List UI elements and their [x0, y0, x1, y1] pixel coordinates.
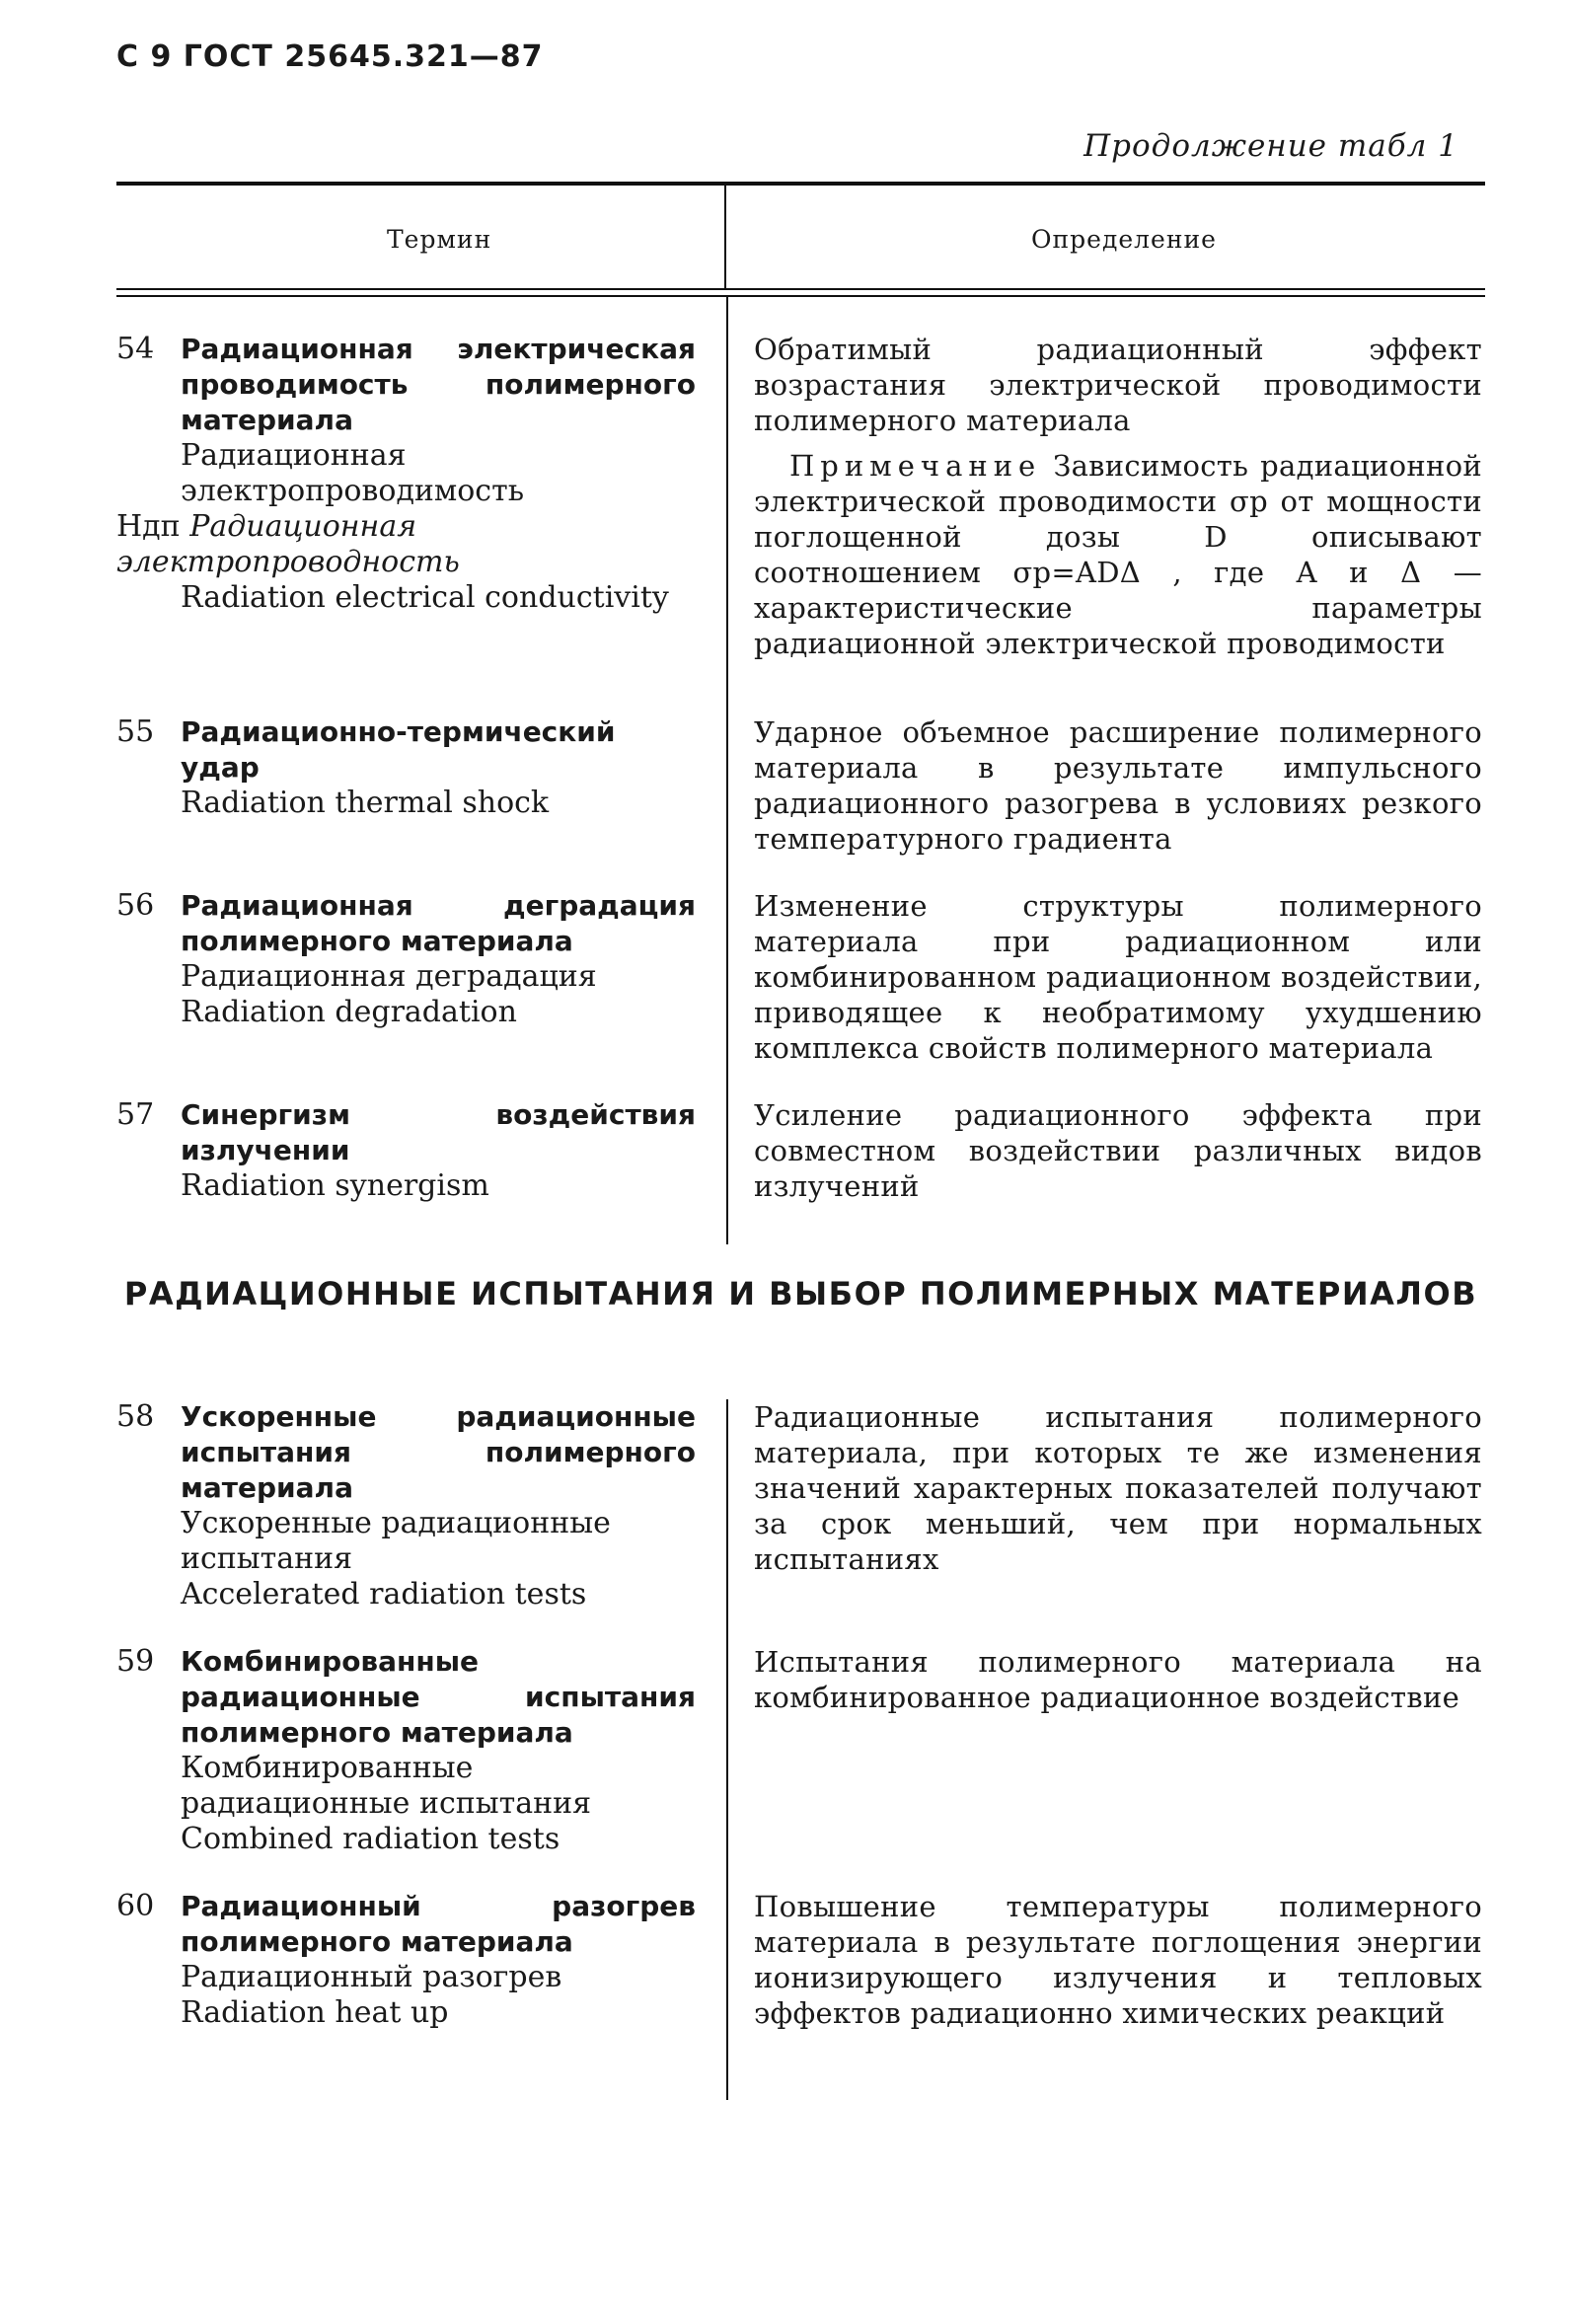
definition-cell — [754, 1097, 1482, 1204]
definition-text: Испытания полимерного материала на комбинированное радиационное воздействие — [754, 1645, 1482, 1714]
term-number: 56 — [116, 888, 155, 923]
term-number: 54 — [116, 332, 155, 366]
header-double-rule — [116, 288, 1485, 297]
term-cell — [181, 1644, 696, 1857]
column-header-term: Термин — [387, 225, 492, 254]
term-number: 58 — [116, 1399, 155, 1434]
term-english: Radiation heat up — [181, 1995, 449, 2030]
term-synonym: Ускоренные радиационные испытания — [181, 1506, 611, 1576]
column-divider — [726, 1399, 728, 2100]
term-cell — [181, 1399, 696, 1612]
definition-cell — [754, 1644, 1482, 1715]
term-name: Радиационный разогрев полимерного материала — [181, 1890, 696, 1958]
table-top-rule — [116, 182, 1485, 186]
term-number: 55 — [116, 714, 155, 749]
term-synonym: Радиационная электропроводимость — [181, 438, 525, 508]
term-english: Radiation synergism — [181, 1168, 489, 1203]
header-column-divider — [724, 182, 726, 288]
term-name: Комбинированные радиационные испытания полимерного материала — [181, 1645, 696, 1749]
definition-cell — [754, 714, 1482, 857]
term-name: Радиационная электрическая проводимость полимерного материала — [181, 333, 696, 436]
term-cell — [181, 1889, 696, 2031]
term-synonym: Радиационная деградация — [181, 959, 597, 994]
term-name: Радиационно-термический удар — [181, 715, 616, 784]
definition-cell — [754, 332, 1482, 661]
definition-cell — [754, 888, 1482, 1066]
definition-text: Радиационные испытания полимерного материала, при которых те же изменения значений характерных показателей получают за срок меньший, чем при нормальных испытаниях — [754, 1400, 1482, 1576]
term-english: Combined radiation tests — [181, 1822, 560, 1856]
term-name: Ускоренные радиационные испытания полимерного материала — [181, 1400, 696, 1504]
term-synonym: Комбинированные радиационные испытания — [181, 1751, 592, 1821]
term-deprecated: Ндп Радиационная электропроводность — [116, 509, 460, 579]
definition-text: Изменение структуры полимерного материала при радиационном или комбинированном радиационном воздействии, приводящее к необратимому ухудшению комплекса свойств полимерного материала — [754, 889, 1482, 1065]
term-number: 60 — [116, 1889, 155, 1923]
definition-note: Примечание Зависимость радиационной электрической проводимости σр от мощности поглощенной дозы D описывают соотношением σр=ADΔ , где A и Δ — характеристические параметры радиационной электрической проводимости — [754, 449, 1482, 660]
definition-text: Повышение температуры полимерного материала в результате поглощения энергии ионизирующего излучения и тепловых эффектов радиационно химических реакций — [754, 1890, 1482, 2030]
column-divider — [726, 297, 728, 1244]
term-name: Синергизм воздействия излучении — [181, 1098, 696, 1166]
definition-cell — [754, 1399, 1482, 1577]
term-english: Accelerated radiation tests — [181, 1577, 587, 1612]
term-english: Radiation electrical conductivity — [181, 580, 669, 615]
page-header: С 9 ГОСТ 25645.321—87 — [116, 39, 544, 74]
column-header-definition: Определение — [1031, 225, 1217, 254]
term-number: 59 — [116, 1644, 155, 1679]
section-title: РАДИАЦИОННЫЕ ИСПЫТАНИЯ И ВЫБОР ПОЛИМЕРНЫХ МАТЕРИАЛОВ — [123, 1275, 1478, 1312]
term-name: Радиационная деградация полимерного материала — [181, 889, 696, 957]
definition-text: Ударное объемное расширение полимерного материала в результате импульсного радиационного разогрева в условиях резкого температурного градиента — [754, 715, 1482, 856]
term-english: Radiation thermal shock — [181, 786, 550, 820]
term-synonym: Радиационный разогрев — [181, 1960, 562, 1994]
table-continuation-label: Продолжение табл 1 — [1083, 128, 1458, 164]
term-english: Radiation degradation — [181, 995, 517, 1029]
term-number: 57 — [116, 1097, 155, 1132]
definition-text: Обратимый радиационный эффект возрастания электрической проводимости полимерного материала — [754, 333, 1482, 437]
term-cell — [181, 714, 696, 821]
definition-text: Усиление радиационного эффекта при совместном воздействии различных видов излучений — [754, 1098, 1482, 1203]
term-cell — [181, 888, 696, 1030]
term-cell — [181, 1097, 696, 1204]
definition-cell — [754, 1889, 1482, 2031]
